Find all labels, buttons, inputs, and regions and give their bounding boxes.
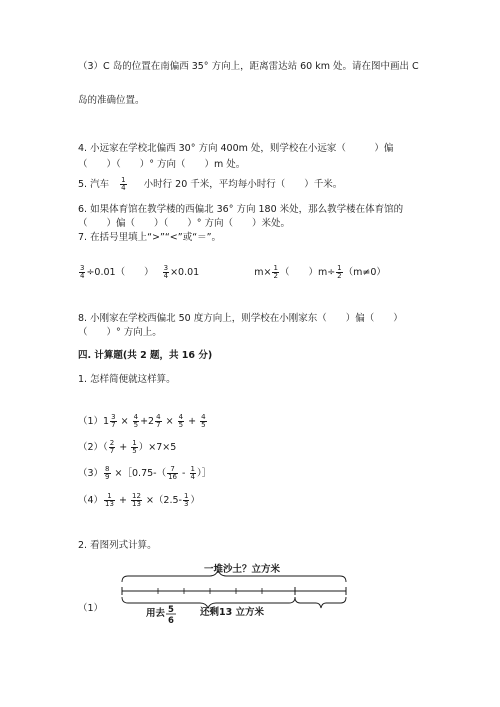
q7-c-fraction: $\frac{1}{2}$ xyxy=(273,264,278,280)
diagram-label: （1） xyxy=(78,603,104,614)
q7-compare-row xyxy=(78,265,386,280)
expr-3: （3） $\frac{8}{9}$ ×［0.75-（ $\frac{7}{16}$ - $\frac{1}{4}$ ）］ xyxy=(78,465,212,481)
remain-label: 还剩13 立方米 xyxy=(200,607,265,618)
q4-line2: （ ）（ ）° 方向（ ）m 处。 xyxy=(78,159,246,170)
used-frac-num: 5 xyxy=(168,605,174,615)
q3-line2: 岛的准确位置。 xyxy=(78,95,145,106)
q7-a-fraction: $\frac{3}{4}$ xyxy=(80,264,85,280)
q7-b-fraction: $\frac{3}{4}$ xyxy=(163,264,169,280)
expr-4: （4） $\frac{1}{13}$ + $\frac{12}{13}$ ×（2.5- $\frac{1}{3}$ ） xyxy=(78,492,200,508)
q7-c-mid: （ ）m÷ xyxy=(279,267,336,278)
q7-a-op: ÷0.01（ ） xyxy=(86,267,154,278)
q6-line1: 6. 如果体育馆在教学楼的西偏北 36° 方向 180 米处，那么教学楼在体育馆的 xyxy=(78,204,404,215)
q8-line2: （ ）° 方向上。 xyxy=(78,327,162,338)
section-title: 四. 计算题(共 2 题，共 16 分) xyxy=(78,350,213,361)
q6-line2: （ ）偏（ ）（ ）° 方向（ ）米处。 xyxy=(78,218,291,229)
q7-b-op: ×0.01 xyxy=(170,267,200,278)
remain-brace xyxy=(295,597,346,608)
q7-c-pre: m× xyxy=(254,267,272,278)
used-label: 用去 xyxy=(146,608,166,619)
top-label: 一堆沙土？立方米 xyxy=(204,564,281,575)
s4-q1-title: 1. 怎样简便就这样算。 xyxy=(78,374,176,385)
q8-line1: 8. 小刚家在学校西偏北 50 度方向上，则学校在小刚家东（ ）偏（ ） xyxy=(78,313,403,324)
q5-prefix: 5. 汽车 xyxy=(78,179,110,190)
q3-line1: （3）C 岛的位置在南偏西 35° 方向上，距离雷达站 60 km 处。请在图中画出 C xyxy=(78,61,419,72)
q7-d-fraction: $\frac{1}{2}$ xyxy=(337,264,342,280)
q5-line xyxy=(78,177,342,192)
expr-1: （1）1 $\frac{3}{7}$ × $\frac{4}{5}$ +2 $\frac{4}{7}$ × $\frac{4}{5}$ + $\frac{4}{5}$ xyxy=(78,413,206,429)
segment-diagram xyxy=(100,560,420,630)
q5-suffix: 小时行 20 千米，平均每小时行（ ）千米。 xyxy=(143,179,343,190)
q5-fraction: $\frac{1}{4}$ xyxy=(121,176,126,192)
used-frac-den: 6 xyxy=(168,616,174,626)
q7-d-post: （m≠0） xyxy=(343,267,386,278)
expr-2: （2）（ $\frac{2}{7}$ + $\frac{1}{5}$ ）×7×5 xyxy=(78,439,177,455)
s4-q2-title: 2. 看图列式计算。 xyxy=(78,540,157,551)
q7-title: 7. 在括号里填上“>”“<”或“＝”。 xyxy=(78,232,222,243)
q4-line1: 4. 小远家在学校北偏西 30° 方向 400m 处，则学校在小远家（ ）偏 xyxy=(78,143,394,154)
